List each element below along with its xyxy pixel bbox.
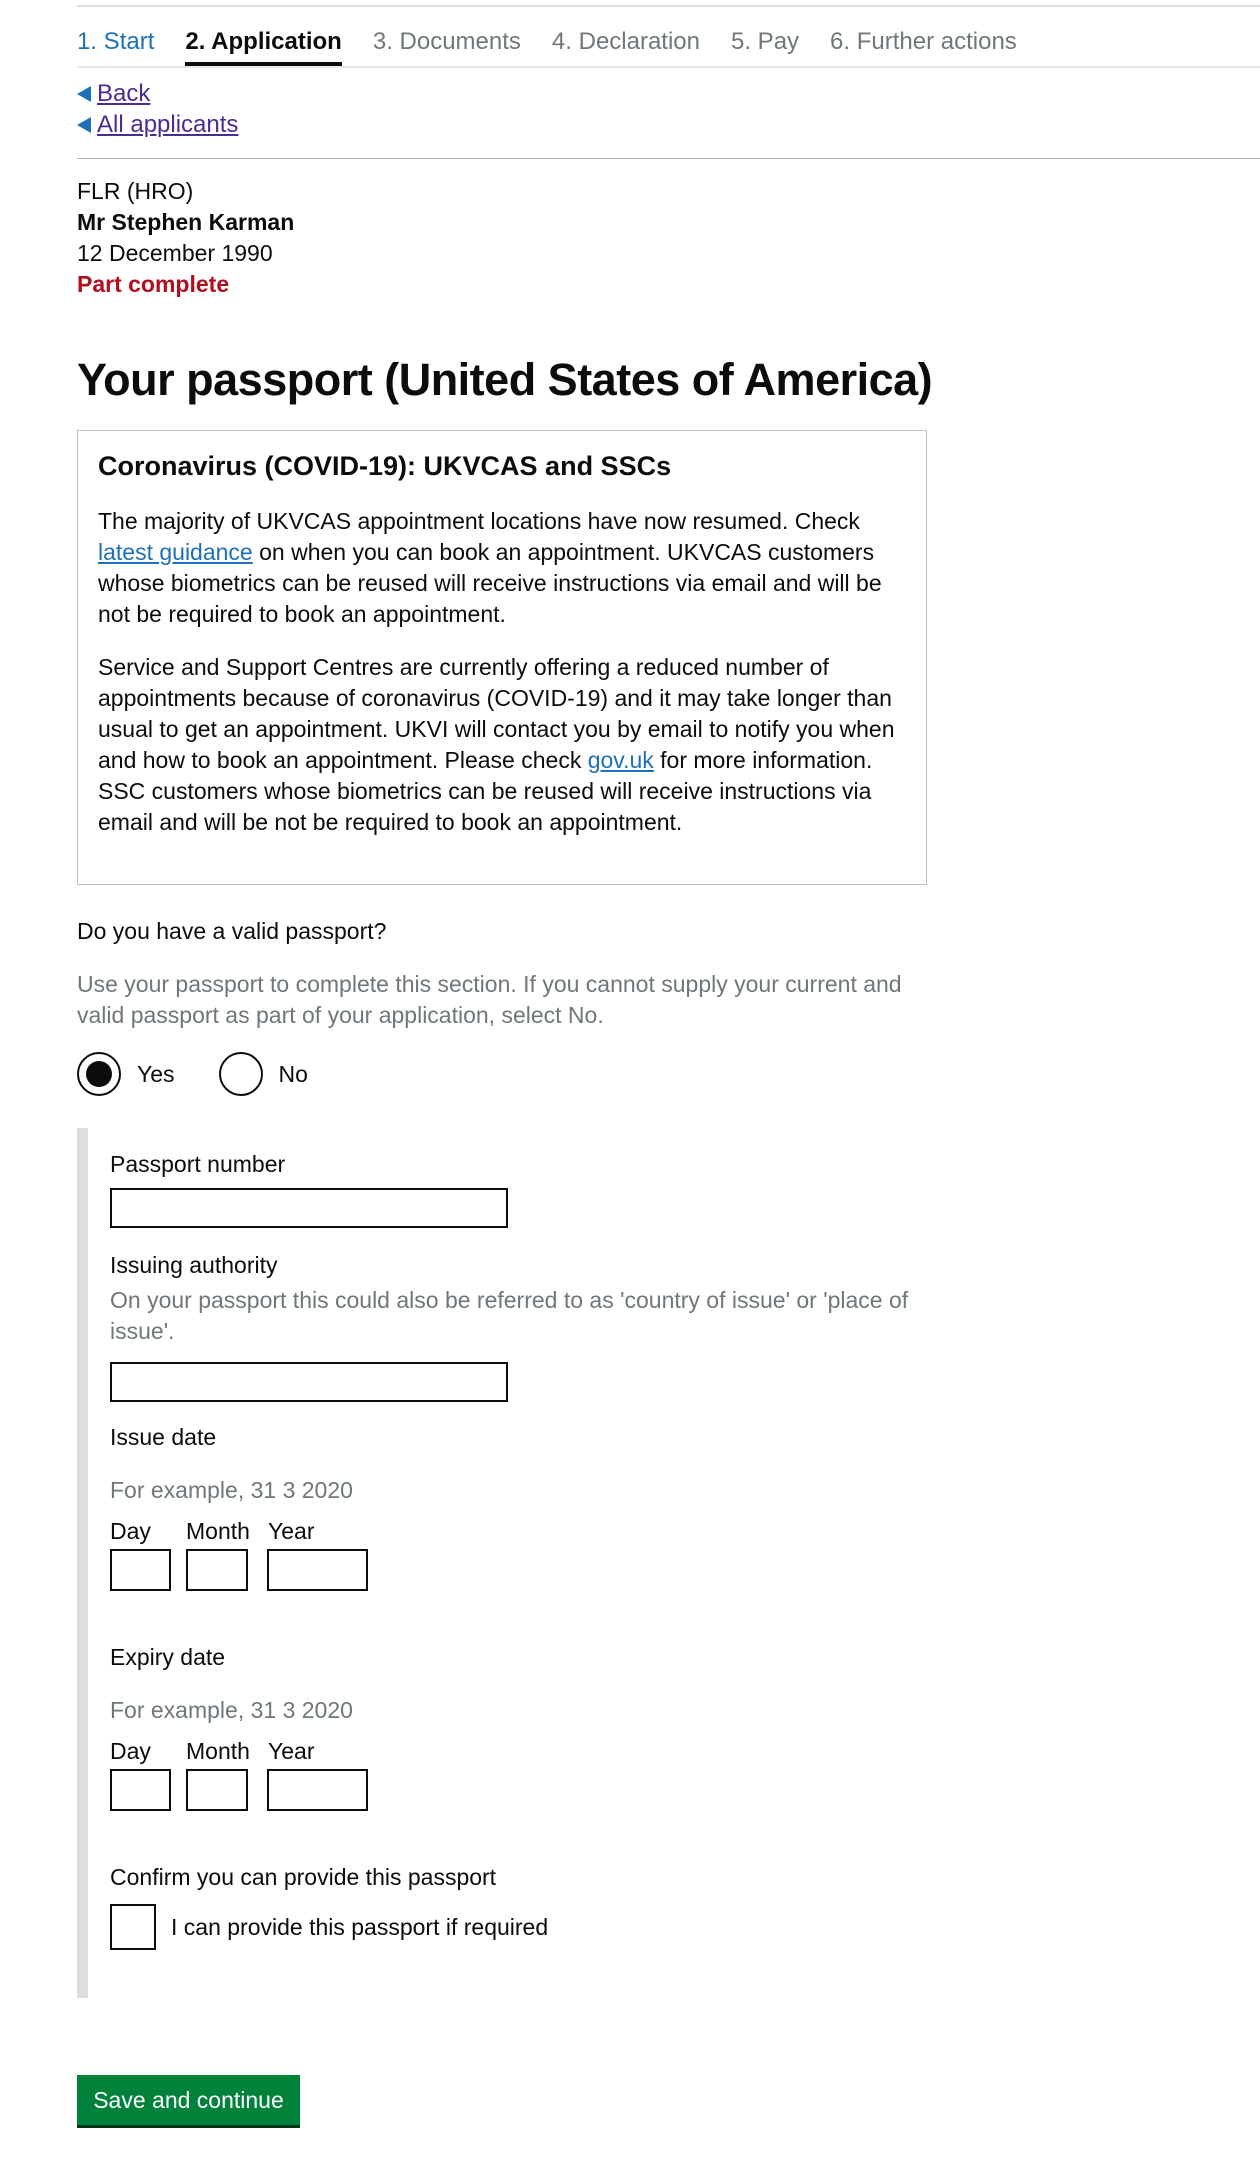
expiry-year-input[interactable] — [267, 1769, 368, 1811]
passport-number-input[interactable] — [110, 1188, 508, 1228]
notice-text: Service and Support Centres are currently offering a reduced number of appointments because of coronavirus (COVID-19) and it may take longer than usual to get an appointment. UKVI will contact you by email to notify you when and how to book an appointment. Please check — [98, 654, 895, 773]
radio-yes-label[interactable]: Yes — [137, 1060, 175, 1087]
radio-selected-dot — [86, 1061, 112, 1087]
notice-text: on when you can book an appointment. UKVCAS customers whose biometrics can be reused will receive instructions via email and will be not be required to book an appointment. — [98, 539, 882, 627]
issuing-authority-hint: On your passport this could also be referred to as 'country of issue' or 'place of issue'. — [110, 1287, 909, 1344]
expiry-month-label: Month — [186, 1738, 250, 1764]
latest-guidance-link[interactable]: latest guidance — [98, 539, 253, 565]
triangle-left-icon — [77, 117, 91, 133]
covid-notice — [77, 430, 927, 885]
radio-yes[interactable] — [77, 1052, 175, 1096]
confirm-checkbox[interactable] — [110, 1904, 156, 1950]
issue-year-label: Year — [268, 1518, 315, 1544]
notice-paragraph-2 — [98, 652, 906, 838]
step-application: 2. Application — [185, 28, 342, 55]
gov-uk-link[interactable]: gov.uk — [587, 747, 654, 773]
radio-no[interactable] — [219, 1052, 308, 1096]
radio-yes-circle[interactable] — [77, 1052, 121, 1096]
section-divider — [77, 158, 1260, 159]
page-title: Your passport (United States of America) — [77, 354, 933, 405]
issue-day-label: Day — [110, 1518, 151, 1544]
notice-paragraph-1 — [98, 506, 906, 630]
issue-date-hint: For example, 31 3 2020 — [110, 1477, 353, 1503]
passport-number-label: Passport number — [110, 1151, 286, 1177]
passport-question: Do you have a valid passport? — [77, 918, 387, 944]
confirm-label: Confirm you can provide this passport — [110, 1864, 497, 1890]
back-link[interactable]: Back — [97, 80, 151, 107]
step-start[interactable]: 1. Start — [77, 28, 155, 55]
radio-no-label[interactable]: No — [278, 1060, 308, 1087]
notice-text: for more information. SSC customers whose biometrics can be reused will receive instructions via email and will be not be required to book an appointment. — [98, 747, 873, 835]
issue-day-input[interactable] — [110, 1549, 171, 1591]
applicant-summary — [77, 176, 294, 300]
step-documents: 3. Documents — [372, 28, 521, 55]
radio-no-circle[interactable] — [219, 1052, 263, 1096]
top-divider — [77, 5, 1260, 7]
all-applicants-link[interactable]: All applicants — [97, 111, 239, 138]
application-route: FLR (HRO) — [77, 178, 194, 204]
issuing-authority-label: Issuing authority — [110, 1252, 278, 1278]
save-and-continue-button[interactable]: Save and continue — [77, 2075, 300, 2125]
step-declaration: 4. Declaration — [551, 28, 700, 55]
issue-month-input[interactable] — [186, 1549, 248, 1591]
expiry-day-label: Day — [110, 1738, 151, 1764]
expiry-month-input[interactable] — [186, 1769, 248, 1811]
steps-divider — [77, 66, 1260, 68]
passport-question-hint: Use your passport to complete this section. If you cannot supply your current and valid passport as part of your application, select No. — [77, 971, 902, 1028]
expiry-year-label: Year — [268, 1738, 315, 1764]
conditional-reveal-bar — [77, 1128, 88, 1998]
applicant-name: Mr Stephen Karman — [77, 209, 295, 235]
back-links — [77, 78, 238, 140]
step-pay: 5. Pay — [731, 28, 800, 55]
passport-radio-group — [77, 1052, 352, 1096]
applicant-dob: 12 December 1990 — [77, 240, 273, 266]
expiry-date-label: Expiry date — [110, 1644, 226, 1670]
issue-year-input[interactable] — [267, 1549, 368, 1591]
notice-title: Coronavirus (COVID-19): UKVCAS and SSCs — [98, 451, 672, 481]
expiry-date-hint: For example, 31 3 2020 — [110, 1697, 353, 1723]
progress-steps — [77, 28, 1048, 56]
status-badge: Part complete — [77, 271, 230, 297]
issue-month-label: Month — [186, 1518, 250, 1544]
issue-date-label: Issue date — [110, 1424, 217, 1450]
notice-text: The majority of UKVCAS appointment locations have now resumed. Check — [98, 508, 860, 534]
issuing-authority-input[interactable] — [110, 1362, 508, 1402]
expiry-day-input[interactable] — [110, 1769, 171, 1811]
confirm-checkbox-label[interactable]: I can provide this passport if required — [171, 1914, 549, 1940]
step-further-actions: 6. Further actions — [830, 28, 1017, 55]
triangle-left-icon — [77, 86, 91, 102]
